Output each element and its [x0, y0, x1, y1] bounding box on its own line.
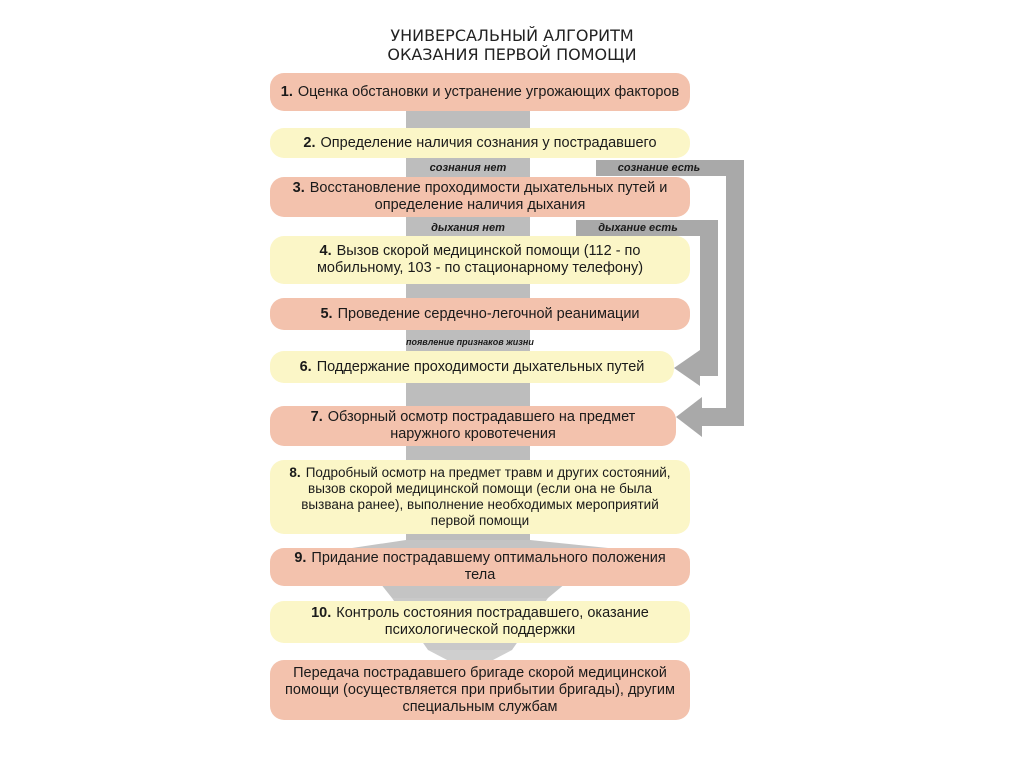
final-step-text: Передача пострадавшего бригаде скорой медицинской помощи (осуществляется при прибытии бригады), другим специальным службам [285, 664, 675, 715]
step-8-box [270, 460, 690, 534]
final-step-box [270, 660, 690, 720]
step-4-text: Вызов скорой медицинской помощи (112 - по мобильному, 103 - по стационарному телефону) [316, 243, 644, 276]
step-5-number: 5. [320, 305, 333, 322]
step-1-box [270, 73, 690, 111]
step-7-text: Обзорный осмотр пострадавшего на предмет наружного кровотечения [327, 409, 636, 442]
step-3-text: Восстановление проходимости дыхательных путей и определение наличия дыхания [309, 180, 668, 213]
step-9-box [270, 548, 690, 586]
step-1-text: Оценка обстановки и устранение угрожающих факторов [297, 83, 680, 100]
step-6-number: 6. [299, 358, 312, 375]
step-9-text: Придание пострадавшему оптимального положения тела [311, 550, 666, 583]
step-3-number: 3. [292, 180, 305, 196]
step-5-box [270, 298, 690, 330]
label-no-consciousness: сознания нет [429, 162, 507, 174]
step-10-number: 10. [311, 605, 332, 621]
step-4-number: 4. [319, 243, 332, 259]
step-4-box [270, 236, 690, 284]
step-2-number: 2. [303, 134, 316, 151]
arrow-to-step-6 [674, 350, 700, 386]
label-signs-of-life: появление признаков жизни [406, 337, 534, 347]
diagram-title-line-2: ОКАЗАНИЯ ПЕРВОЙ ПОМОЩИ [387, 45, 637, 64]
arrow-to-step-7 [676, 397, 702, 437]
step-10-text: Контроль состояния пострадавшего, оказание психологической поддержки [336, 605, 649, 638]
step-10-box [270, 601, 690, 643]
step-8-text: Подробный осмотр на предмет травм и других состояний, вызов скорой медицинской помощи (если она не была вызвана ранее), выполнение необходимых мероприятий первой помощи [301, 465, 671, 528]
step-3-box [270, 177, 690, 217]
label-no-breathing: дыхания нет [431, 222, 505, 234]
step-8-number: 8. [289, 465, 301, 480]
step-2-text: Определение наличия сознания у пострадавшего [320, 134, 657, 151]
step-6-box [270, 351, 674, 383]
step-6-text: Поддержание проходимости дыхательных путей [316, 358, 645, 375]
step-2-box [270, 128, 690, 158]
step-5-text: Проведение сердечно-легочной реанимации [337, 305, 640, 322]
label-breathing-yes: дыхание есть [598, 222, 678, 234]
step-1-number: 1. [280, 83, 293, 100]
label-consciousness-yes: сознание есть [617, 162, 701, 174]
diagram-title-line-1: УНИВЕРСАЛЬНЫЙ АЛГОРИТМ [390, 26, 634, 45]
step-7-number: 7. [310, 409, 323, 425]
step-7-box [270, 406, 676, 446]
step-9-number: 9. [294, 550, 307, 566]
